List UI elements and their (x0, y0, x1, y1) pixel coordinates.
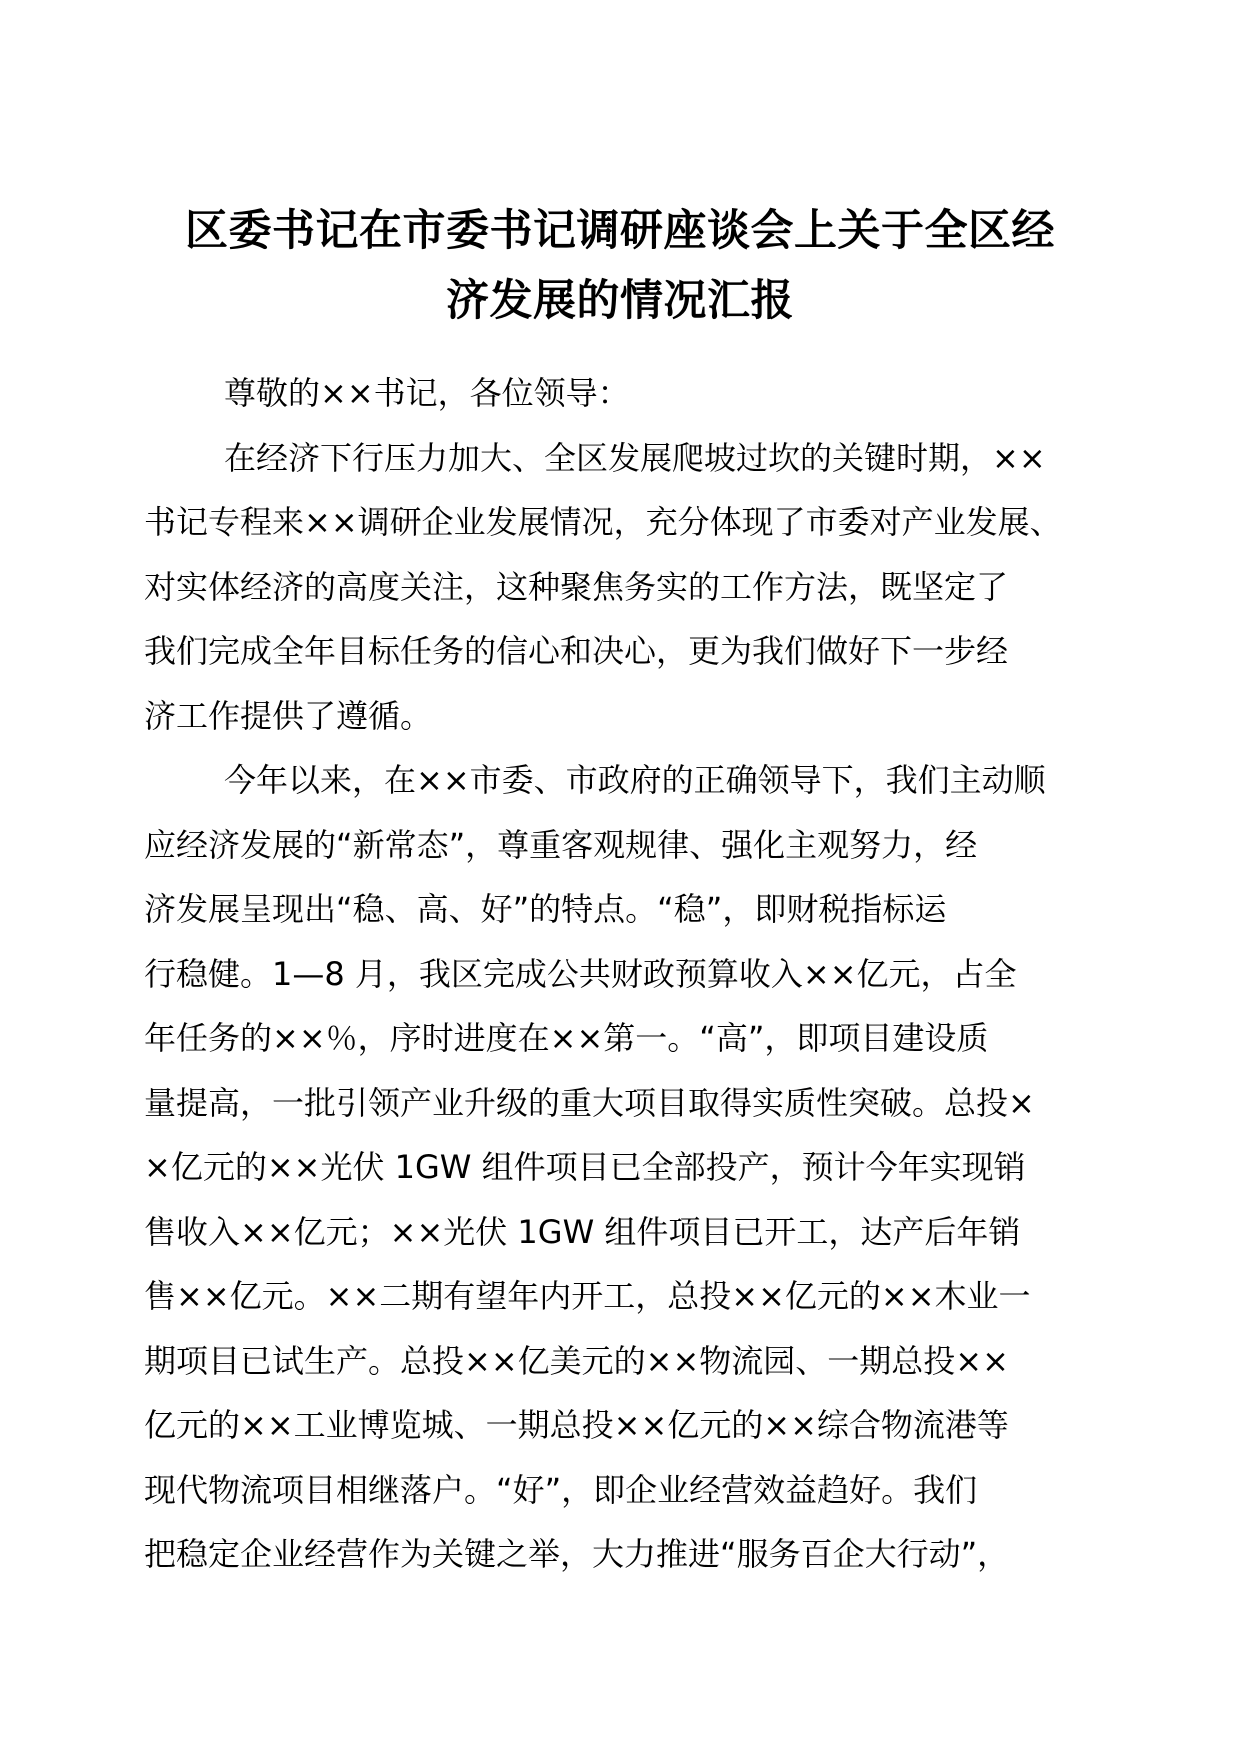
text-line: 行稳健。1—8 月，我区完成公共财政预算收入××亿元，占全 (144, 954, 1017, 993)
title-line: 区委书记在市委书记调研座谈会上关于全区经 (185, 206, 1055, 256)
text-line: 济发展呈现出“稳、高、好”的特点。“稳”，即财税指标运 (144, 890, 947, 928)
text-line: ×亿元的××光伏 1GW 组件项目已全部投产，预计今年实现销 (144, 1148, 1026, 1186)
text-line: 年任务的××％，序时进度在××第一。“高”，即项目建设质 (144, 1019, 989, 1057)
text-line: 售收入××亿元；××光伏 1GW 组件项目已开工，达产后年销 (144, 1212, 1021, 1251)
text-line: 现代物流项目相继落户。“好”，即企业经营效益趋好。我们 (144, 1470, 978, 1509)
text-line: 济工作提供了遵循。 (144, 696, 433, 735)
text-line: 尊敬的××书记，各位领导： (224, 374, 630, 412)
paragraph (144, 426, 1120, 749)
salutation-paragraph (160, 361, 1120, 426)
text-line: 期项目已试生产。总投××亿美元的××物流园、一期总投×× (144, 1341, 1009, 1380)
text-line: 售××亿元。××二期有望年内开工，总投××亿元的××木业一 (144, 1277, 1031, 1315)
document-title (140, 196, 1100, 336)
document-body (144, 361, 1120, 1587)
text-line: 应经济发展的“新常态”，尊重客观规律、强化主观努力，经 (144, 825, 978, 864)
paragraph (144, 748, 1120, 1587)
text-line: 书记专程来××调研企业发展情况，充分体现了市委对产业发展、 (144, 503, 1062, 541)
text-line: 在经济下行压力加大、全区发展爬坡过坎的关键时期，×× (224, 438, 1046, 477)
text-line: 今年以来，在××市委、市政府的正确领导下，我们主动顺 (224, 761, 1046, 799)
text-line: 对实体经济的高度关注，这种聚焦务实的工作方法，既坚定了 (144, 567, 1009, 606)
title-line: 济发展的情况汇报 (446, 276, 794, 326)
text-line: 我们完成全年目标任务的信心和决心，更为我们做好下一步经 (144, 632, 1009, 670)
text-line: 把稳定企业经营作为关键之举，大力推进“服务百企大行动”， (144, 1535, 1010, 1573)
text-line: 亿元的××工业博览城、一期总投××亿元的××综合物流港等 (144, 1406, 1009, 1444)
text-line: 量提高，一批引领产业升级的重大项目取得实质性突破。总投× (144, 1083, 1035, 1122)
